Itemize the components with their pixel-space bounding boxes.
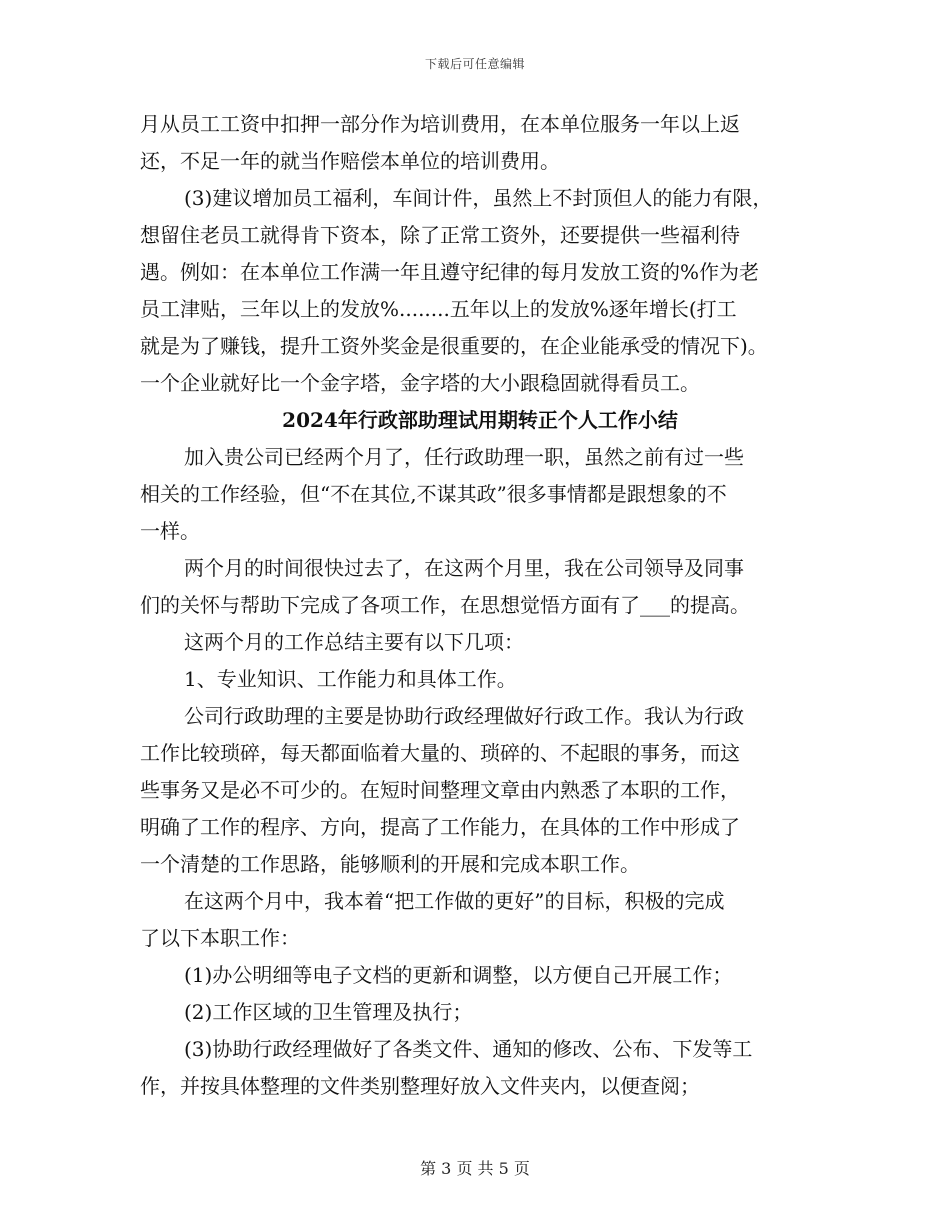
text-line: 在这两个月中，我本着“把工作做的更好”的目标，积极的完成	[184, 889, 725, 913]
text-line: (3)协助行政经理做好了各类文件、通知的修改、公布、下发等工	[184, 1037, 753, 1061]
text-line: 工作比较琐碎，每天都面临着大量的、琐碎的、不起眼的事务，而这	[140, 741, 740, 765]
page-footer: 第 3 页 共 5 页	[420, 1159, 530, 1178]
text-line: 月从员工工资中扣押一部分作为培训费用，在本单位服务一年以上返	[140, 112, 740, 136]
page-header: 下载后可任意编辑	[424, 57, 525, 71]
text-line: 加入贵公司已经两个月了，任行政助理一职，虽然之前有过一些	[184, 445, 744, 469]
text-line: 明确了工作的程序、方向，提高了工作能力，在具体的工作中形成了	[140, 815, 740, 839]
section-title: 2024年行政部助理试用期转正个人工作小结	[282, 408, 678, 432]
text-line: 就是为了赚钱，提升工资外奖金是很重要的，在企业能承受的情况下)。	[140, 334, 768, 358]
text-line: 1、专业知识、工作能力和具体工作。	[184, 667, 517, 691]
text-line: 想留住老员工就得肯下资本，除了正常工资外，还要提供一些福利待	[140, 223, 740, 247]
text-line: 一样。	[140, 519, 200, 543]
text-line: (3)建议增加员工福利，车间计件，虽然上不封顶但人的能力有限，	[184, 186, 773, 210]
text-line: 些事务又是必不可少的。在短时间整理文章由内熟悉了本职的工作，	[140, 778, 740, 802]
text-line: 公司行政助理的主要是协助行政经理做好行政工作。我认为行政	[184, 704, 744, 728]
text-line: 这两个月的工作总结主要有以下几项：	[184, 630, 524, 654]
text-line: 们的关怀与帮助下完成了各项工作，在思想觉悟方面有了___的提高。	[140, 593, 750, 617]
text-line: 一个企业就好比一个金字塔，金字塔的大小跟稳固就得看员工。	[140, 371, 700, 395]
text-line: 一个清楚的工作思路，能够顺利的开展和完成本职工作。	[140, 852, 640, 876]
text-line: (2)工作区域的卫生管理及执行；	[184, 1000, 473, 1024]
text-line: 作，并按具体整理的文件类别整理好放入文件夹内，以便查阅；	[140, 1074, 700, 1098]
document-body	[140, 106, 820, 1105]
text-line: (1)办公明细等电子文档的更新和调整，以方便自己开展工作；	[184, 963, 733, 987]
text-line: 遇。例如：在本单位工作满一年且遵守纪律的每月发放工资的%作为老	[140, 260, 760, 284]
text-line: 员工津贴，三年以上的发放%........五年以上的发放%逐年增长(打工	[140, 297, 737, 321]
text-line: 相关的工作经验，但“不在其位,不谋其政”很多事情都是跟想象的不	[140, 482, 727, 506]
text-line: 了以下本职工作：	[140, 926, 300, 950]
text-line: 两个月的时间很快过去了，在这两个月里，我在公司领导及同事	[184, 556, 744, 580]
text-line: 还，不足一年的就当作赔偿本单位的培训费用。	[140, 149, 560, 173]
